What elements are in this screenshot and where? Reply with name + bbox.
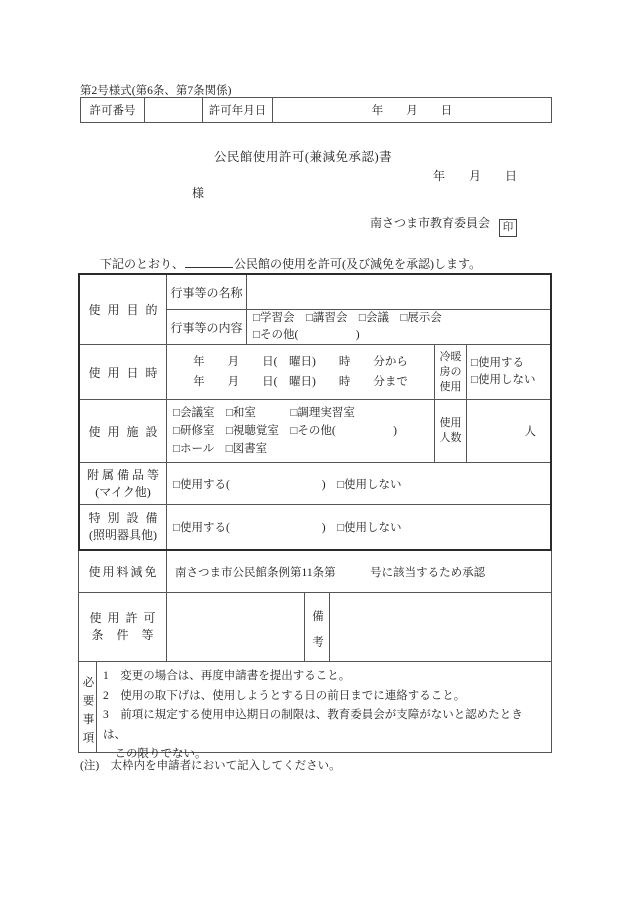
facility-line2: □研修室 □視聴覚室 □その他( )	[173, 425, 397, 437]
note-item: 1 変更の場合は、再度申請書を提出すること。	[103, 670, 351, 682]
required-notes-list	[97, 662, 551, 760]
capacity-label: 使用人数	[435, 400, 467, 462]
main-table	[78, 273, 552, 760]
facility-options	[167, 400, 435, 462]
facility-label: 使用施設	[80, 400, 167, 462]
remarks-label: 備考	[305, 593, 330, 661]
seal-mark: 印	[499, 219, 517, 237]
row-facility	[80, 400, 550, 463]
note-item: 2 使用の取下げは、使用しようとする日の前日までに連絡すること。	[103, 689, 466, 702]
issuer-line	[370, 214, 517, 237]
row-special-equipment	[80, 505, 550, 549]
form-type-label: 第2号様式(第6条、第7条関係)	[80, 85, 232, 97]
issuer-name: 南さつま市教育委員会	[370, 216, 491, 230]
row-fee-reduction	[79, 551, 551, 593]
row-purpose	[80, 275, 550, 345]
office-section	[78, 551, 552, 760]
hvac-no-use-option: □使用しない	[471, 374, 536, 386]
hvac-label: 冷暖房の使用	[435, 345, 467, 399]
row-event-name	[167, 275, 550, 310]
note-item: この限りでない。	[103, 748, 207, 760]
permit-number-label: 許可番号	[81, 98, 145, 122]
intro-sentence	[100, 254, 481, 272]
fee-reduction-label: 使用料減免	[79, 551, 167, 592]
datetime-label: 使用日時	[80, 345, 167, 399]
permit-conditions-label-line2: 条件等	[91, 628, 167, 642]
permit-date-value: 年 月 日	[371, 105, 453, 117]
datetime-value	[167, 345, 435, 399]
equipment-label	[80, 463, 167, 504]
event-content-options	[247, 310, 550, 344]
permit-conditions-label-line1: 使用許可	[89, 611, 162, 625]
permit-number-value	[145, 98, 203, 122]
issue-date: 年 月 日	[433, 169, 518, 183]
permit-conditions-label	[79, 593, 167, 661]
permit-conditions-value	[167, 593, 305, 661]
equipment-options: □使用する( ) □使用しない	[173, 478, 402, 491]
permit-date-label: 許可年月日	[203, 98, 273, 122]
remarks-value	[330, 593, 551, 661]
note-item: 3 前項に規定する使用申込期日の制限は、教育委員会が支障がないと認めたときは、	[103, 709, 523, 741]
special-equipment-label-line1: 特別設備	[88, 511, 165, 525]
datetime-line2: 年 月 日( 曜日) 時 分まで	[193, 376, 408, 388]
intro-before: 下記のとおり、	[100, 257, 185, 271]
row-datetime	[80, 345, 550, 400]
event-content-label: 行事等の内容	[167, 310, 247, 344]
capacity-value	[467, 400, 550, 462]
required-notes-label: 必要事項	[79, 662, 97, 752]
equipment-label-line2: (マイク他)	[95, 484, 151, 499]
intro-after: 公民館の使用を許可(及び減免を承認)します。	[234, 257, 482, 271]
document-title: 公民館使用許可(兼減免承認)書	[213, 150, 393, 164]
special-equipment-label-line2: (照明器具他)	[88, 528, 157, 542]
special-equipment-options: □使用する( ) □使用しない	[173, 522, 402, 534]
hall-name-blank	[185, 254, 233, 268]
row-event-content	[167, 310, 550, 344]
facility-line1: □会議室 □和室 □調理実習室	[173, 407, 355, 419]
row-equipment	[80, 463, 550, 505]
event-content-line2: □その他( )	[253, 329, 360, 341]
event-content-line1: □学習会 □講習会 □会議 □展示会	[253, 312, 442, 324]
row-permit-conditions	[79, 593, 551, 662]
datetime-line1: 年 月 日( 曜日) 時 分から	[193, 356, 408, 368]
event-name-value	[247, 275, 550, 309]
row-required-notes	[79, 662, 551, 760]
capacity-unit: 人	[524, 426, 536, 438]
hvac-use-option: □使用する	[471, 357, 524, 369]
permit-number-table	[80, 97, 552, 123]
event-name-label: 行事等の名称	[167, 275, 247, 309]
facility-line3: □ホール □図書室	[173, 443, 268, 455]
fee-reduction-value: 南さつま市公民館条例第11条第 号に該当するため承認	[175, 566, 486, 579]
hvac-options	[467, 345, 550, 399]
addressee-suffix: 様	[192, 186, 205, 200]
applicant-section	[78, 273, 552, 551]
purpose-label: 使用目的	[80, 275, 167, 344]
equipment-label-line1: 附属備品等	[86, 467, 162, 482]
footnote: (注) 太枠内を申請者において記入してください。	[80, 760, 341, 772]
special-equipment-label	[80, 505, 167, 549]
